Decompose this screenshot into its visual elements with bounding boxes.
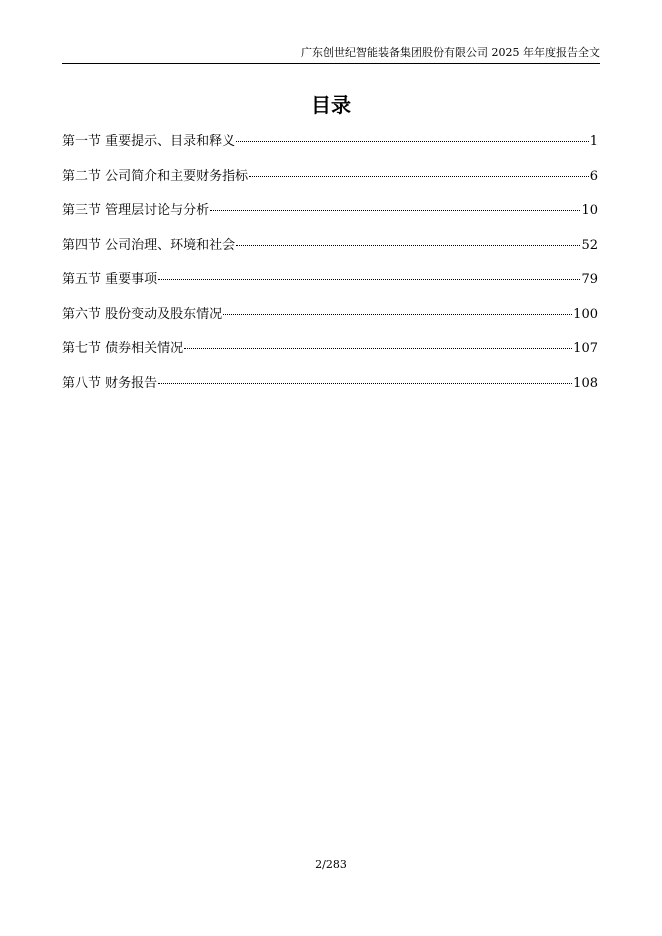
- dot-leader: [158, 383, 572, 384]
- toc-entry-label: 第七节 债券相关情况: [62, 341, 184, 356]
- dot-leader: [249, 176, 589, 177]
- toc-entry[interactable]: [62, 168, 598, 203]
- toc-entry[interactable]: [62, 202, 598, 237]
- toc-entry-page: 100: [573, 306, 598, 322]
- table-of-contents: [62, 133, 598, 409]
- toc-entry-label: 第八节 财务报告: [62, 375, 158, 391]
- toc-entry-label: 第三节 管理层讨论与分析: [62, 203, 210, 218]
- page-header: [62, 44, 600, 64]
- toc-entry-label: 第五节 重要事项: [62, 272, 158, 287]
- toc-entry[interactable]: [62, 271, 598, 306]
- dot-leader: [184, 348, 572, 349]
- header-title: 广东创世纪智能装备集团股份有限公司 2025 年年度报告全文: [301, 46, 600, 59]
- toc-entry-page: 107: [573, 341, 598, 356]
- toc-entry-page: 10: [581, 203, 598, 218]
- toc-entry-page: 1: [589, 134, 598, 149]
- dot-leader: [236, 245, 580, 246]
- toc-entry-label: 第六节 股份变动及股东情况: [62, 306, 223, 322]
- dot-leader: [236, 141, 589, 142]
- dot-leader: [158, 279, 580, 280]
- toc-entry[interactable]: [62, 133, 598, 168]
- toc-entry[interactable]: [62, 340, 598, 375]
- page-number: 2/283: [315, 858, 347, 871]
- dot-leader: [210, 210, 580, 211]
- toc-entry[interactable]: [62, 375, 598, 410]
- toc-title: 目录: [311, 93, 351, 117]
- toc-entry-page: 79: [581, 272, 598, 287]
- toc-entry[interactable]: [62, 306, 598, 341]
- toc-entry-label: 第一节 重要提示、目录和释义: [62, 134, 236, 149]
- toc-entry-page: 52: [581, 237, 598, 253]
- toc-entry-label: 第四节 公司治理、环境和社会: [62, 237, 236, 253]
- toc-entry[interactable]: [62, 237, 598, 272]
- toc-entry-label: 第二节 公司简介和主要财务指标: [62, 168, 249, 184]
- toc-entry-page: 6: [589, 168, 598, 184]
- dot-leader: [223, 314, 572, 315]
- toc-entry-page: 108: [573, 375, 598, 391]
